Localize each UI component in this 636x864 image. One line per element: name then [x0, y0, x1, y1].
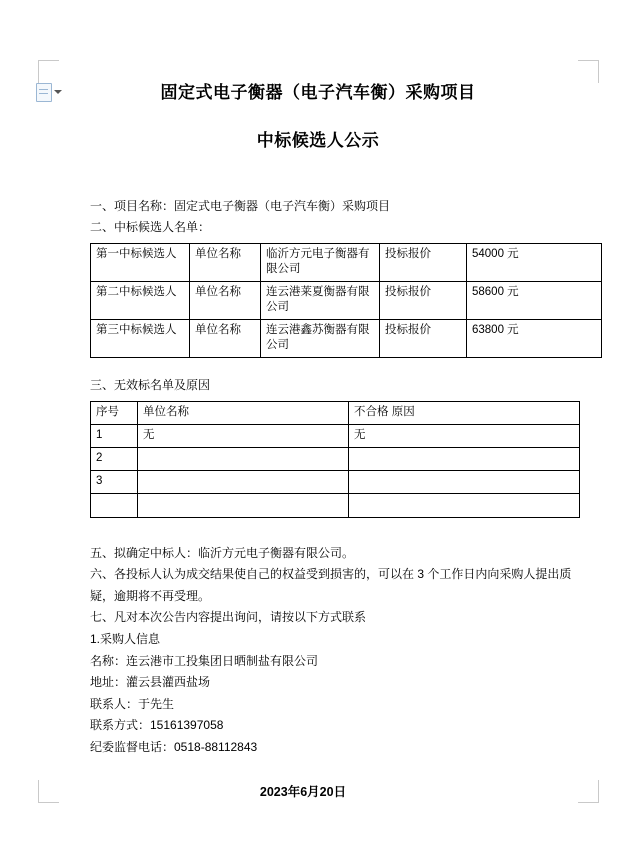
candidate-rank: 第一中标候选人: [91, 243, 190, 281]
note-line: 六、各投标人认为成交结果使自己的权益受到损害的，可以在 3 个工作日内向采购人提出质: [90, 567, 572, 582]
table-row: [91, 447, 580, 470]
table-row: [91, 493, 580, 517]
cell-reason: 无: [349, 424, 580, 447]
cell-company: [138, 493, 349, 517]
project-info: [60, 197, 576, 237]
note-line: 七、凡对本次公告内容提出询问，请按以下方式联系: [90, 610, 367, 625]
cell-reason: [349, 447, 580, 470]
candidate-price-label: 投标报价: [380, 319, 467, 357]
note-line: 1.采购人信息: [90, 631, 161, 646]
crop-mark-top-right: [578, 60, 599, 83]
document-icon[interactable]: [36, 82, 62, 102]
table-row: [91, 243, 602, 281]
candidate-company: 连云港鑫苏衡器有限公司: [261, 319, 380, 357]
candidate-name-label: 单位名称: [190, 319, 261, 357]
cell-reason: [349, 493, 580, 517]
publish-date: 2023年6月20日: [259, 784, 347, 799]
candidate-price: 58600 元: [467, 281, 602, 319]
table-row: [91, 470, 580, 493]
notes-block: [60, 544, 576, 757]
candidate-price: 54000 元: [467, 243, 602, 281]
candidate-name-label: 单位名称: [190, 243, 261, 281]
crop-mark-bottom-right: [578, 780, 599, 803]
cell-company: 无: [138, 424, 349, 447]
note-line: 联系方式：15161397058: [90, 718, 224, 733]
cell-reason: [349, 470, 580, 493]
cell-index: 3: [91, 470, 138, 493]
page-title: 固定式电子衡器（电子汽车衡）采购项目: [160, 83, 476, 102]
note-line: 名称：连云港市工投集团日晒制盐有限公司: [90, 653, 319, 668]
candidates-table: [90, 243, 602, 358]
note-line: 疑，逾期将不再受理。: [90, 588, 211, 603]
table-row: [91, 281, 602, 319]
project-name-line: 一、项目名称：固定式电子衡器（电子汽车衡）采购项目: [90, 198, 391, 213]
table-header-row: [91, 401, 580, 424]
document-content: [60, 70, 576, 802]
candidates-heading: 二、中标候选人名单：: [90, 220, 211, 235]
table-row: [91, 319, 602, 357]
candidate-name-label: 单位名称: [190, 281, 261, 319]
column-header-company: 单位名称: [138, 401, 349, 424]
column-header-index: 序号: [91, 401, 138, 424]
note-line: 五、拟确定中标人：临沂方元电子衡器有限公司。: [90, 545, 355, 560]
note-line: 地址：灌云县灌西盐场: [90, 675, 211, 690]
candidate-rank: 第三中标候选人: [91, 319, 190, 357]
note-line: 联系人：于先生: [90, 696, 175, 711]
crop-mark-bottom-left: [38, 780, 59, 803]
candidate-price-label: 投标报价: [380, 243, 467, 281]
candidate-price: 63800 元: [467, 319, 602, 357]
cell-index: [91, 493, 138, 517]
candidate-company: 连云港莱夏衡器有限公司: [261, 281, 380, 319]
page-sheet-icon: [36, 83, 52, 102]
cell-company: [138, 470, 349, 493]
page-subtitle: 中标候选人公示: [256, 131, 380, 151]
invalid-bids-table: [90, 401, 580, 518]
cell-company: [138, 447, 349, 470]
candidate-price-label: 投标报价: [380, 281, 467, 319]
crop-mark-top-left: [38, 60, 59, 83]
table-row: [91, 424, 580, 447]
candidate-company: 临沂方元电子衡器有限公司: [261, 243, 380, 281]
column-header-reason: 不合格 原因: [349, 401, 580, 424]
cell-index: 1: [91, 424, 138, 447]
cell-index: 2: [91, 447, 138, 470]
note-line: 纪委监督电话：0518-88112843: [90, 739, 258, 754]
candidate-rank: 第二中标候选人: [91, 281, 190, 319]
invalid-heading: 三、无效标名单及原因: [90, 377, 211, 392]
